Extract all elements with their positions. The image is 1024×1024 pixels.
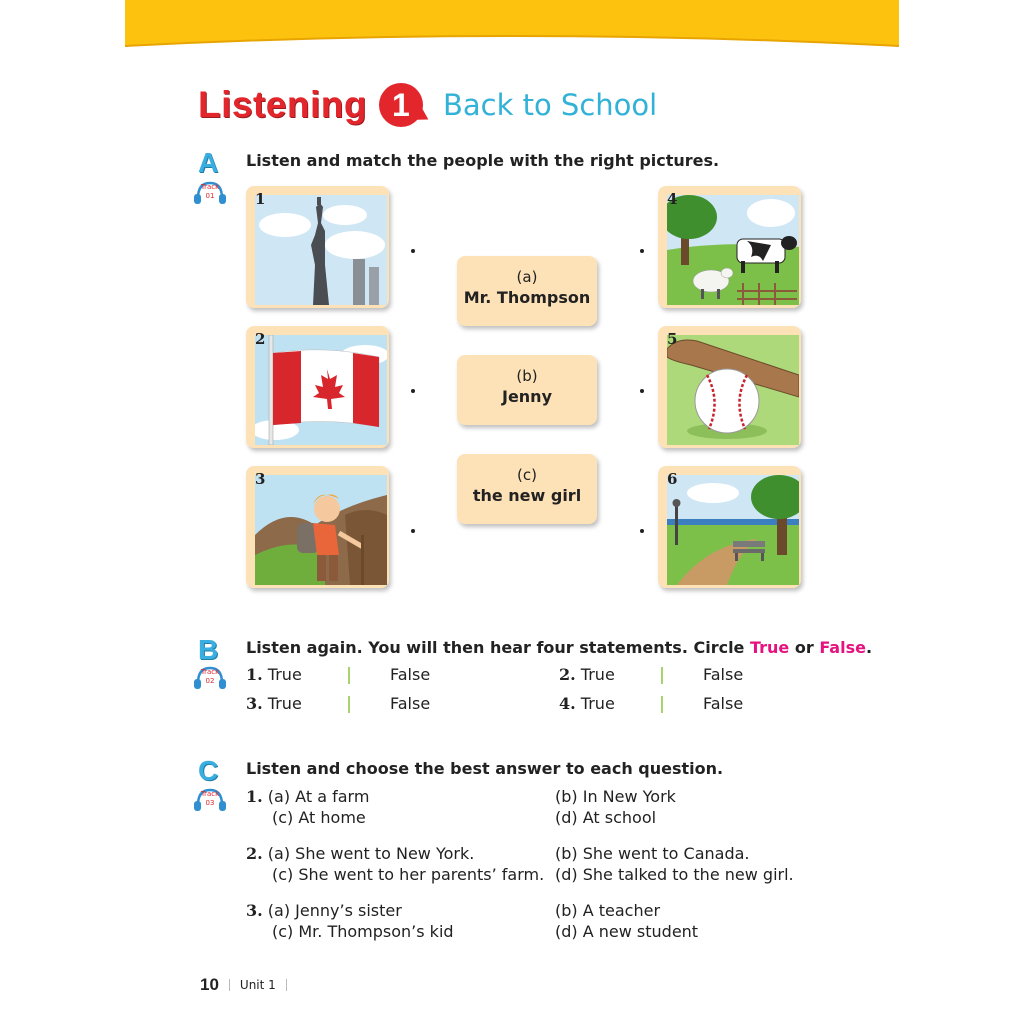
footer-divider: [229, 979, 230, 991]
question-2: [246, 844, 474, 863]
question-1-option-b[interactable]: (b) In New York: [555, 787, 676, 806]
person-letter: (b): [516, 367, 538, 385]
park-lake-bench-icon: [667, 475, 799, 585]
question-number: 2.: [246, 844, 263, 863]
workbook-page: [125, 0, 899, 1024]
canada-flag-icon: [255, 335, 387, 445]
page-number: 10: [200, 975, 219, 994]
question-number: 3.: [246, 901, 263, 920]
false-word: False: [819, 638, 866, 657]
person-name: Mr. Thompson: [463, 288, 591, 307]
divider: [661, 667, 663, 684]
track-02-icon[interactable]: [192, 665, 228, 691]
track-number: 03: [205, 799, 215, 807]
or-word: or: [789, 638, 820, 657]
baseball-bat-icon: [667, 335, 799, 445]
false-option-3[interactable]: False: [390, 694, 431, 713]
question-3-option-d[interactable]: (d) A new student: [555, 922, 699, 941]
picture-number: 1: [255, 190, 266, 208]
true-option[interactable]: True: [267, 694, 302, 713]
track-01-icon[interactable]: [192, 180, 228, 206]
section-a-instruction: Listen and match the people with the right pictures.: [246, 151, 720, 170]
question-1-option-d[interactable]: (d) At school: [555, 808, 657, 827]
page-title: [198, 80, 657, 130]
match-dot-2[interactable]: [411, 389, 415, 393]
question-3-option-c[interactable]: (c) Mr. Thompson’s kid: [272, 922, 454, 941]
item-number: 3.: [246, 694, 263, 713]
title-number-badge: 1: [379, 83, 423, 127]
tf-item-4: [559, 694, 615, 713]
divider: [348, 696, 350, 713]
picture-2[interactable]: [246, 326, 389, 448]
person-name: Jenny: [501, 387, 552, 406]
section-c-letter: C: [198, 755, 219, 786]
track-03-icon[interactable]: [192, 787, 228, 813]
person-box-c[interactable]: [457, 454, 597, 524]
question-1: [246, 787, 369, 806]
period: .: [865, 638, 873, 657]
unit-label: Unit 1: [239, 978, 276, 992]
false-option-2[interactable]: False: [703, 665, 744, 684]
item-number: 2.: [559, 665, 576, 684]
person-letter: (a): [516, 268, 538, 286]
true-option[interactable]: True: [580, 665, 615, 684]
page-footer: [200, 975, 297, 995]
question-3-option-b[interactable]: (b) A teacher: [555, 901, 661, 920]
picture-3[interactable]: [246, 466, 389, 588]
question-2-option-c[interactable]: (c) She went to her parents’ farm.: [272, 865, 545, 884]
divider: [661, 696, 663, 713]
picture-4[interactable]: [658, 186, 801, 308]
picture-6[interactable]: [658, 466, 801, 588]
true-word: True: [749, 638, 790, 657]
picture-number: 6: [667, 470, 678, 488]
picture-number: 5: [667, 330, 678, 348]
section-b-instruction: [246, 638, 872, 657]
item-number: 1.: [246, 665, 263, 684]
option-a[interactable]: (a) Jenny’s sister: [267, 901, 402, 920]
person-box-a[interactable]: [457, 256, 597, 326]
track-label: Track: [200, 790, 220, 798]
match-dot-3[interactable]: [411, 529, 415, 533]
instruction-text: Listen again. You will then hear four statements. Circle: [246, 638, 750, 657]
person-name: the new girl: [472, 486, 582, 505]
statue-of-liberty-icon: [255, 195, 387, 305]
person-box-b[interactable]: [457, 355, 597, 425]
false-option-1[interactable]: False: [390, 665, 431, 684]
person-letter: (c): [517, 466, 537, 484]
match-dot-1[interactable]: [411, 249, 415, 253]
match-dot-5[interactable]: [640, 389, 644, 393]
picture-number: 4: [667, 190, 678, 208]
question-2-option-b[interactable]: (b) She went to Canada.: [555, 844, 750, 863]
title-subtitle: Back to School: [442, 88, 658, 122]
section-b-letter: B: [198, 634, 219, 665]
match-dot-6[interactable]: [640, 529, 644, 533]
title-word: Listening: [198, 84, 367, 125]
track-number: 02: [205, 677, 215, 685]
tf-item-1: [246, 665, 302, 684]
true-option[interactable]: True: [267, 665, 302, 684]
match-dot-4[interactable]: [640, 249, 644, 253]
question-1-option-c[interactable]: (c) At home: [272, 808, 366, 827]
tf-item-2: [559, 665, 615, 684]
divider: [348, 667, 350, 684]
hiker-boy-icon: [255, 475, 387, 585]
question-number: 1.: [246, 787, 263, 806]
picture-number: 3: [255, 470, 266, 488]
picture-number: 2: [255, 330, 266, 348]
item-number: 4.: [559, 694, 576, 713]
question-2-option-d[interactable]: (d) She talked to the new girl.: [555, 865, 794, 884]
option-a[interactable]: (a) She went to New York.: [267, 844, 475, 863]
tf-item-3: [246, 694, 302, 713]
true-option[interactable]: True: [580, 694, 615, 713]
option-a[interactable]: (a) At a farm: [267, 787, 370, 806]
question-3: [246, 901, 402, 920]
top-banner: [125, 0, 899, 48]
picture-1[interactable]: [246, 186, 389, 308]
picture-5[interactable]: [658, 326, 801, 448]
track-label: Track: [200, 183, 220, 191]
section-a-letter: A: [198, 147, 219, 178]
farm-cow-sheep-icon: [667, 195, 799, 305]
track-label: Track: [200, 668, 220, 676]
track-number: 01: [205, 192, 215, 200]
false-option-4[interactable]: False: [703, 694, 744, 713]
footer-divider: [286, 979, 287, 991]
section-c-instruction: Listen and choose the best answer to each question.: [246, 759, 724, 778]
